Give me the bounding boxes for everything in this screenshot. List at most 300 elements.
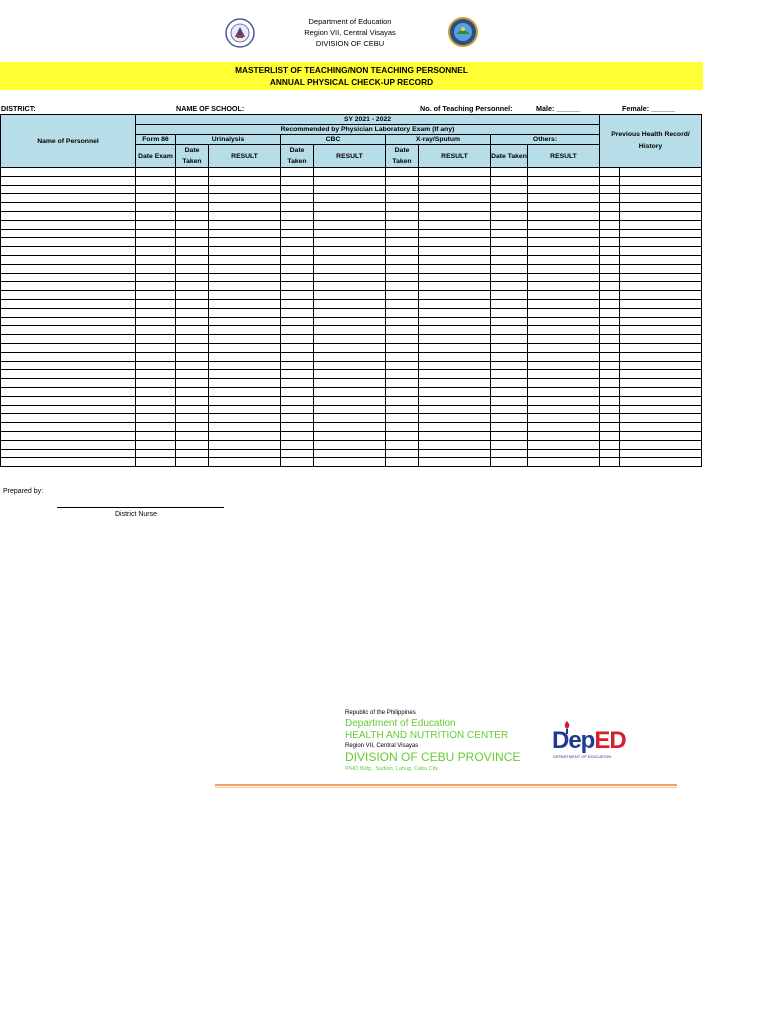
table-cell[interactable] — [600, 405, 620, 414]
table-cell[interactable] — [314, 185, 386, 194]
table-cell[interactable] — [136, 440, 176, 449]
table-cell[interactable] — [419, 255, 491, 264]
table-cell[interactable] — [620, 423, 702, 432]
table-cell[interactable] — [176, 317, 209, 326]
table-cell[interactable] — [176, 387, 209, 396]
table-cell[interactable] — [419, 458, 491, 467]
table-cell[interactable] — [419, 282, 491, 291]
table-cell[interactable] — [136, 308, 176, 317]
table-cell[interactable] — [528, 352, 600, 361]
table-cell[interactable] — [314, 370, 386, 379]
table-cell[interactable] — [419, 387, 491, 396]
table-cell[interactable] — [620, 168, 702, 177]
table-cell[interactable] — [1, 361, 136, 370]
table-cell[interactable] — [600, 414, 620, 423]
table-cell[interactable] — [528, 194, 600, 203]
table-cell[interactable] — [1, 211, 136, 220]
table-cell[interactable] — [209, 440, 281, 449]
table-cell[interactable] — [620, 352, 702, 361]
table-cell[interactable] — [528, 247, 600, 256]
table-cell[interactable] — [419, 423, 491, 432]
table-cell[interactable] — [314, 440, 386, 449]
table-cell[interactable] — [419, 247, 491, 256]
table-cell[interactable] — [281, 414, 314, 423]
table-cell[interactable] — [209, 361, 281, 370]
table-cell[interactable] — [136, 431, 176, 440]
table-cell[interactable] — [419, 352, 491, 361]
table-cell[interactable] — [620, 185, 702, 194]
table-cell[interactable] — [528, 299, 600, 308]
table-cell[interactable] — [176, 396, 209, 405]
table-cell[interactable] — [1, 203, 136, 212]
table-cell[interactable] — [176, 379, 209, 388]
table-cell[interactable] — [1, 273, 136, 282]
table-cell[interactable] — [386, 264, 419, 273]
table-cell[interactable] — [620, 343, 702, 352]
table-cell[interactable] — [620, 431, 702, 440]
table-cell[interactable] — [620, 387, 702, 396]
table-cell[interactable] — [314, 299, 386, 308]
table-cell[interactable] — [176, 405, 209, 414]
table-cell[interactable] — [1, 220, 136, 229]
table-cell[interactable] — [176, 423, 209, 432]
table-cell[interactable] — [386, 291, 419, 300]
table-cell[interactable] — [314, 387, 386, 396]
table-cell[interactable] — [314, 247, 386, 256]
table-cell[interactable] — [1, 379, 136, 388]
table-cell[interactable] — [419, 291, 491, 300]
table-cell[interactable] — [209, 405, 281, 414]
table-cell[interactable] — [620, 238, 702, 247]
table-cell[interactable] — [136, 203, 176, 212]
table-cell[interactable] — [1, 431, 136, 440]
table-cell[interactable] — [314, 194, 386, 203]
table-cell[interactable] — [1, 396, 136, 405]
table-cell[interactable] — [419, 299, 491, 308]
table-cell[interactable] — [136, 405, 176, 414]
table-cell[interactable] — [209, 194, 281, 203]
table-cell[interactable] — [386, 308, 419, 317]
table-cell[interactable] — [176, 203, 209, 212]
table-cell[interactable] — [620, 396, 702, 405]
table-cell[interactable] — [620, 405, 702, 414]
table-cell[interactable] — [600, 185, 620, 194]
table-cell[interactable] — [491, 273, 528, 282]
table-cell[interactable] — [528, 370, 600, 379]
table-cell[interactable] — [1, 440, 136, 449]
table-cell[interactable] — [281, 185, 314, 194]
table-cell[interactable] — [209, 458, 281, 467]
table-cell[interactable] — [1, 308, 136, 317]
table-cell[interactable] — [528, 220, 600, 229]
table-cell[interactable] — [620, 194, 702, 203]
table-cell[interactable] — [281, 361, 314, 370]
table-cell[interactable] — [136, 370, 176, 379]
table-cell[interactable] — [386, 458, 419, 467]
table-cell[interactable] — [386, 299, 419, 308]
table-cell[interactable] — [1, 387, 136, 396]
table-cell[interactable] — [419, 431, 491, 440]
table-cell[interactable] — [1, 449, 136, 458]
table-cell[interactable] — [136, 273, 176, 282]
table-cell[interactable] — [600, 229, 620, 238]
table-cell[interactable] — [419, 326, 491, 335]
table-cell[interactable] — [528, 423, 600, 432]
table-cell[interactable] — [528, 431, 600, 440]
table-cell[interactable] — [314, 291, 386, 300]
table-cell[interactable] — [419, 238, 491, 247]
table-cell[interactable] — [386, 361, 419, 370]
table-cell[interactable] — [1, 423, 136, 432]
table-cell[interactable] — [314, 431, 386, 440]
table-cell[interactable] — [136, 176, 176, 185]
table-cell[interactable] — [176, 458, 209, 467]
table-cell[interactable] — [386, 370, 419, 379]
table-cell[interactable] — [1, 370, 136, 379]
table-cell[interactable] — [600, 220, 620, 229]
table-cell[interactable] — [600, 194, 620, 203]
table-cell[interactable] — [419, 176, 491, 185]
table-cell[interactable] — [528, 343, 600, 352]
table-cell[interactable] — [528, 176, 600, 185]
table-cell[interactable] — [386, 168, 419, 177]
table-cell[interactable] — [419, 220, 491, 229]
table-cell[interactable] — [386, 431, 419, 440]
table-cell[interactable] — [136, 220, 176, 229]
table-cell[interactable] — [620, 211, 702, 220]
table-cell[interactable] — [491, 211, 528, 220]
table-cell[interactable] — [136, 449, 176, 458]
table-cell[interactable] — [314, 335, 386, 344]
table-cell[interactable] — [281, 255, 314, 264]
table-cell[interactable] — [620, 273, 702, 282]
table-cell[interactable] — [281, 449, 314, 458]
table-cell[interactable] — [136, 211, 176, 220]
table-cell[interactable] — [528, 229, 600, 238]
table-cell[interactable] — [620, 361, 702, 370]
table-cell[interactable] — [314, 255, 386, 264]
table-cell[interactable] — [419, 414, 491, 423]
table-cell[interactable] — [1, 317, 136, 326]
table-cell[interactable] — [620, 326, 702, 335]
table-cell[interactable] — [386, 176, 419, 185]
table-cell[interactable] — [491, 423, 528, 432]
table-cell[interactable] — [209, 414, 281, 423]
table-cell[interactable] — [528, 458, 600, 467]
table-cell[interactable] — [176, 238, 209, 247]
table-cell[interactable] — [314, 168, 386, 177]
table-cell[interactable] — [386, 440, 419, 449]
table-cell[interactable] — [209, 343, 281, 352]
table-cell[interactable] — [620, 370, 702, 379]
table-cell[interactable] — [528, 449, 600, 458]
table-cell[interactable] — [281, 176, 314, 185]
table-cell[interactable] — [528, 282, 600, 291]
table-cell[interactable] — [491, 440, 528, 449]
table-cell[interactable] — [314, 211, 386, 220]
table-cell[interactable] — [176, 414, 209, 423]
table-cell[interactable] — [209, 247, 281, 256]
table-cell[interactable] — [209, 282, 281, 291]
table-cell[interactable] — [491, 458, 528, 467]
table-cell[interactable] — [491, 317, 528, 326]
table-cell[interactable] — [600, 247, 620, 256]
table-cell[interactable] — [209, 423, 281, 432]
table-cell[interactable] — [491, 449, 528, 458]
table-cell[interactable] — [491, 299, 528, 308]
table-cell[interactable] — [281, 343, 314, 352]
table-cell[interactable] — [314, 264, 386, 273]
table-cell[interactable] — [136, 282, 176, 291]
table-cell[interactable] — [209, 308, 281, 317]
table-cell[interactable] — [491, 291, 528, 300]
table-cell[interactable] — [600, 211, 620, 220]
table-cell[interactable] — [491, 194, 528, 203]
table-cell[interactable] — [419, 229, 491, 238]
table-cell[interactable] — [386, 220, 419, 229]
table-cell[interactable] — [176, 273, 209, 282]
table-cell[interactable] — [386, 185, 419, 194]
table-cell[interactable] — [281, 308, 314, 317]
table-cell[interactable] — [528, 203, 600, 212]
table-cell[interactable] — [528, 211, 600, 220]
table-cell[interactable] — [386, 423, 419, 432]
table-cell[interactable] — [281, 423, 314, 432]
table-cell[interactable] — [314, 343, 386, 352]
table-cell[interactable] — [176, 185, 209, 194]
table-cell[interactable] — [314, 423, 386, 432]
table-cell[interactable] — [600, 326, 620, 335]
table-cell[interactable] — [491, 264, 528, 273]
table-cell[interactable] — [136, 396, 176, 405]
table-cell[interactable] — [620, 299, 702, 308]
table-cell[interactable] — [419, 379, 491, 388]
table-cell[interactable] — [1, 194, 136, 203]
table-cell[interactable] — [386, 194, 419, 203]
table-cell[interactable] — [528, 291, 600, 300]
table-cell[interactable] — [314, 220, 386, 229]
table-cell[interactable] — [620, 379, 702, 388]
table-cell[interactable] — [281, 282, 314, 291]
table-cell[interactable] — [600, 379, 620, 388]
table-cell[interactable] — [419, 361, 491, 370]
table-cell[interactable] — [136, 335, 176, 344]
table-cell[interactable] — [136, 387, 176, 396]
table-cell[interactable] — [281, 405, 314, 414]
table-cell[interactable] — [136, 299, 176, 308]
table-cell[interactable] — [281, 229, 314, 238]
table-cell[interactable] — [620, 282, 702, 291]
table-cell[interactable] — [314, 273, 386, 282]
table-cell[interactable] — [491, 185, 528, 194]
table-cell[interactable] — [136, 352, 176, 361]
table-cell[interactable] — [386, 247, 419, 256]
table-cell[interactable] — [281, 396, 314, 405]
table-cell[interactable] — [281, 194, 314, 203]
table-cell[interactable] — [136, 326, 176, 335]
table-cell[interactable] — [281, 273, 314, 282]
table-cell[interactable] — [281, 440, 314, 449]
table-cell[interactable] — [600, 255, 620, 264]
table-cell[interactable] — [419, 308, 491, 317]
table-cell[interactable] — [386, 387, 419, 396]
table-cell[interactable] — [600, 335, 620, 344]
table-cell[interactable] — [281, 370, 314, 379]
table-cell[interactable] — [600, 203, 620, 212]
table-cell[interactable] — [620, 449, 702, 458]
table-cell[interactable] — [491, 203, 528, 212]
table-cell[interactable] — [600, 352, 620, 361]
table-cell[interactable] — [600, 264, 620, 273]
table-cell[interactable] — [528, 326, 600, 335]
table-cell[interactable] — [600, 449, 620, 458]
table-cell[interactable] — [491, 247, 528, 256]
table-cell[interactable] — [491, 405, 528, 414]
table-cell[interactable] — [176, 361, 209, 370]
table-cell[interactable] — [136, 229, 176, 238]
table-cell[interactable] — [491, 343, 528, 352]
table-cell[interactable] — [1, 168, 136, 177]
table-cell[interactable] — [528, 308, 600, 317]
table-cell[interactable] — [620, 203, 702, 212]
table-cell[interactable] — [1, 282, 136, 291]
table-cell[interactable] — [528, 168, 600, 177]
table-cell[interactable] — [176, 449, 209, 458]
table-cell[interactable] — [528, 185, 600, 194]
table-cell[interactable] — [136, 168, 176, 177]
table-cell[interactable] — [281, 352, 314, 361]
table-cell[interactable] — [314, 229, 386, 238]
table-cell[interactable] — [314, 317, 386, 326]
table-cell[interactable] — [491, 168, 528, 177]
table-cell[interactable] — [314, 405, 386, 414]
table-cell[interactable] — [419, 449, 491, 458]
table-cell[interactable] — [600, 273, 620, 282]
table-cell[interactable] — [314, 396, 386, 405]
table-cell[interactable] — [528, 414, 600, 423]
table-cell[interactable] — [1, 458, 136, 467]
table-cell[interactable] — [620, 458, 702, 467]
table-cell[interactable] — [528, 317, 600, 326]
table-cell[interactable] — [386, 379, 419, 388]
table-cell[interactable] — [600, 431, 620, 440]
table-cell[interactable] — [281, 220, 314, 229]
table-cell[interactable] — [386, 335, 419, 344]
table-cell[interactable] — [491, 379, 528, 388]
table-cell[interactable] — [209, 264, 281, 273]
table-cell[interactable] — [281, 335, 314, 344]
table-cell[interactable] — [386, 211, 419, 220]
table-cell[interactable] — [491, 220, 528, 229]
table-cell[interactable] — [176, 308, 209, 317]
table-cell[interactable] — [528, 396, 600, 405]
table-cell[interactable] — [528, 264, 600, 273]
table-cell[interactable] — [386, 229, 419, 238]
table-cell[interactable] — [176, 370, 209, 379]
table-cell[interactable] — [209, 273, 281, 282]
table-cell[interactable] — [419, 273, 491, 282]
table-cell[interactable] — [281, 387, 314, 396]
table-cell[interactable] — [1, 185, 136, 194]
table-cell[interactable] — [209, 379, 281, 388]
table-cell[interactable] — [1, 326, 136, 335]
table-cell[interactable] — [1, 264, 136, 273]
table-cell[interactable] — [620, 176, 702, 185]
table-cell[interactable] — [600, 343, 620, 352]
table-cell[interactable] — [209, 238, 281, 247]
table-cell[interactable] — [620, 247, 702, 256]
table-cell[interactable] — [314, 203, 386, 212]
table-cell[interactable] — [314, 326, 386, 335]
table-cell[interactable] — [419, 405, 491, 414]
table-cell[interactable] — [1, 238, 136, 247]
table-cell[interactable] — [209, 335, 281, 344]
table-cell[interactable] — [314, 361, 386, 370]
table-cell[interactable] — [136, 264, 176, 273]
table-cell[interactable] — [419, 168, 491, 177]
table-cell[interactable] — [209, 387, 281, 396]
table-cell[interactable] — [176, 352, 209, 361]
table-cell[interactable] — [491, 282, 528, 291]
table-cell[interactable] — [528, 238, 600, 247]
table-cell[interactable] — [136, 458, 176, 467]
table-cell[interactable] — [419, 185, 491, 194]
table-cell[interactable] — [209, 291, 281, 300]
table-cell[interactable] — [281, 379, 314, 388]
table-cell[interactable] — [1, 352, 136, 361]
table-cell[interactable] — [1, 291, 136, 300]
table-cell[interactable] — [528, 440, 600, 449]
table-cell[interactable] — [620, 220, 702, 229]
table-cell[interactable] — [281, 203, 314, 212]
table-cell[interactable] — [176, 194, 209, 203]
table-cell[interactable] — [176, 335, 209, 344]
table-cell[interactable] — [386, 352, 419, 361]
table-cell[interactable] — [136, 247, 176, 256]
table-cell[interactable] — [281, 211, 314, 220]
table-cell[interactable] — [491, 308, 528, 317]
table-cell[interactable] — [491, 238, 528, 247]
table-cell[interactable] — [386, 396, 419, 405]
table-cell[interactable] — [209, 370, 281, 379]
table-cell[interactable] — [176, 264, 209, 273]
table-cell[interactable] — [620, 255, 702, 264]
table-cell[interactable] — [491, 387, 528, 396]
table-cell[interactable] — [209, 185, 281, 194]
table-cell[interactable] — [491, 176, 528, 185]
table-cell[interactable] — [528, 387, 600, 396]
table-cell[interactable] — [620, 291, 702, 300]
table-cell[interactable] — [491, 361, 528, 370]
table-cell[interactable] — [1, 299, 136, 308]
table-cell[interactable] — [386, 449, 419, 458]
table-cell[interactable] — [136, 255, 176, 264]
table-cell[interactable] — [176, 440, 209, 449]
table-cell[interactable] — [281, 431, 314, 440]
table-cell[interactable] — [491, 229, 528, 238]
table-cell[interactable] — [314, 458, 386, 467]
table-cell[interactable] — [491, 326, 528, 335]
table-cell[interactable] — [209, 396, 281, 405]
table-cell[interactable] — [209, 326, 281, 335]
table-cell[interactable] — [1, 229, 136, 238]
table-cell[interactable] — [314, 308, 386, 317]
table-cell[interactable] — [600, 317, 620, 326]
table-cell[interactable] — [209, 299, 281, 308]
table-cell[interactable] — [600, 361, 620, 370]
table-cell[interactable] — [176, 247, 209, 256]
table-cell[interactable] — [176, 176, 209, 185]
